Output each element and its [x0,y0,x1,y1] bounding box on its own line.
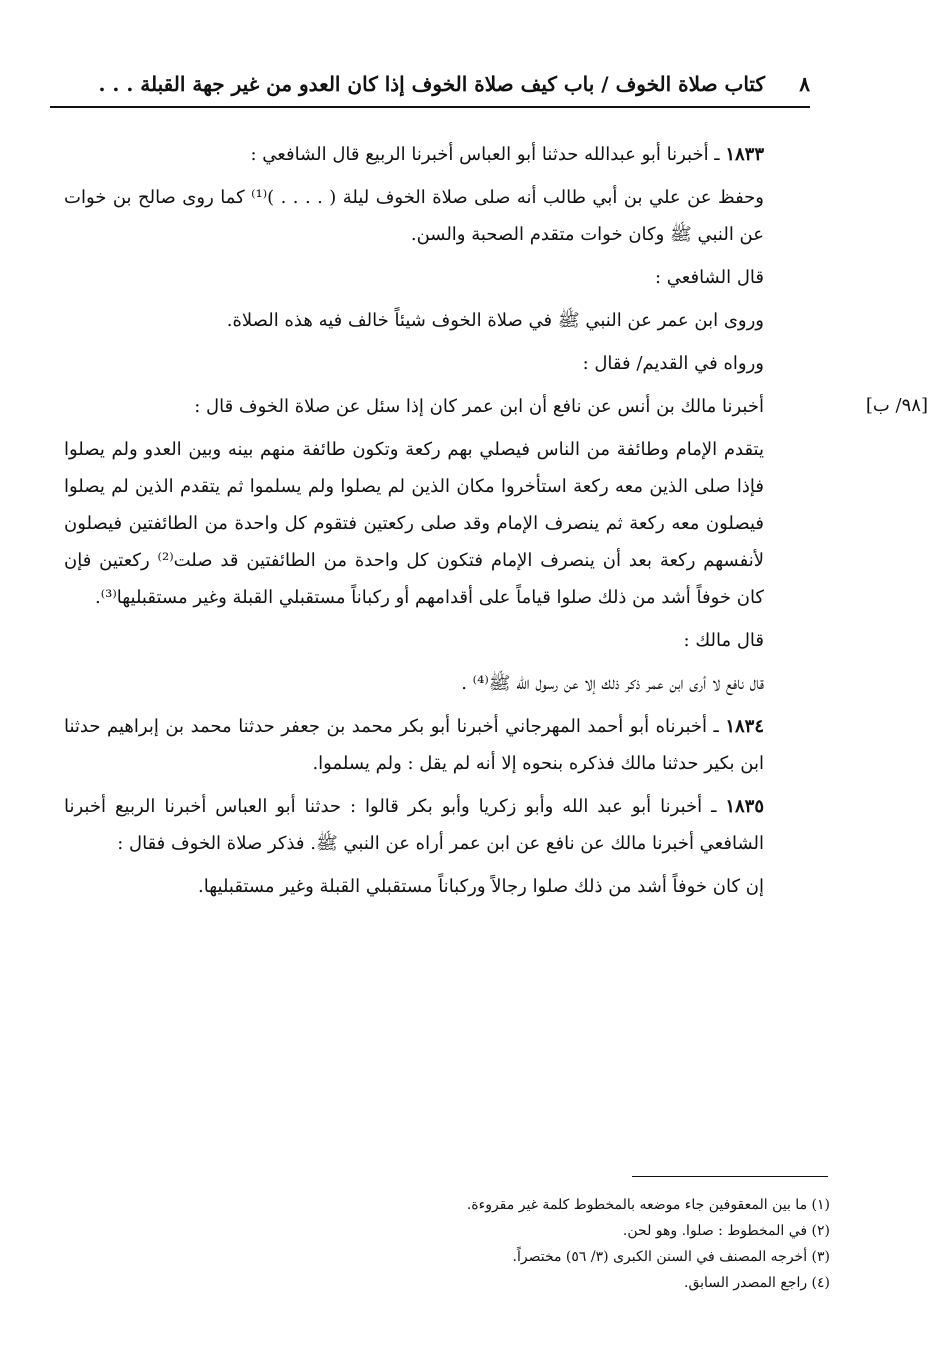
paragraph: قال مالك : [683,630,764,651]
page-number: ٨ [799,72,810,96]
paragraph: ورواه في القديم/ فقال : [582,353,764,374]
paragraph: قال الشافعي : [655,267,764,288]
footnote: (٢) في المخطوط : صلوا. وهو لحن. [622,1223,830,1239]
running-title: كتاب صلاة الخوف / باب كيف صلاة الخوف إذا كان العدو من غير جهة القبلة . . . [98,72,765,96]
paragraph: يتقدم الإمام وطائفة من الناس فيصلي بهم ركعة وتكون طائفة منهم بينه وبين العدو ولم يصلوا فإذا صلى الذين معه ركعة استأخروا مكان الذين لم يصلوا ولم يسلموا ثم يتقدم الذين لم يصلوا فيصلون معه ركعة ثم ينصرف الإمام وقد صلى ركعتين فتقوم كل واحدة من الطائفتين فيصلون لأنفسهم ركعة بعد أن ينصرف الإمام فتكون كل واحدة من الطائفتين قد صلت⁽²⁾ ركعتين فإن كان خوفاً أشد من ذلك صلوا قياماً على أقدامهم أو ركباناً مستقبلي القبلة وغير مستقبليها⁽³⁾. [64,439,765,608]
paragraph: ١٨٣٣ ـ أخبرنا أبو عبدالله حدثنا أبو العباس أخبرنا الربيع قال الشافعي : [250,144,764,165]
hadith-number: ١٨٣٤ [725,716,764,737]
page-header [50,64,810,104]
paragraph: إن كان خوفاً أشد من ذلك صلوا رجالاً وركباناً مستقبلي القبلة وغير مستقبليها. [198,876,764,897]
header-rule [50,106,810,108]
footnote: (١) ما بين المعقوفين جاء موضعه بالمخطوط كلمة غير مقروءة. [466,1197,830,1213]
main-text [64,136,764,911]
manuscript-folio-note: [٩٨/ ب] [865,395,928,416]
paragraph: ١٨٣٥ ـ أخبرنا أبو عبد الله وأبو زكريا وأبو بكر قالوا : حدثنا أبو العباس أخبرنا الربيع أخبرنا الشافعي أخبرنا مالك عن نافع عن ابن عمر أراه عن النبي ﷺ. فذكر صلاة الخوف فقال : [64,796,764,854]
hadith-number: ١٨٣٥ [725,796,764,817]
paragraph: قال نافع لا أرى ابن عمر ذكر ذلك إلا عن رسول الله ﷺ⁽⁴⁾ . [461,673,764,694]
footnotes [300,1192,830,1296]
paragraph: وروى ابن عمر عن النبي ﷺ في صلاة الخوف شيئاً خالف فيه هذه الصلاة. [226,310,764,331]
paragraph: وحفظ عن علي بن أبي طالب أنه صلى صلاة الخوف ليلة ( . . . . )⁽¹⁾ كما روى صالح بن خوات عن النبي ﷺ وكان خوات متقدم الصحبة والسن. [64,187,764,245]
paragraph: ١٨٣٤ ـ أخبرناه أبو أحمد المهرجاني أخبرنا أبو بكر محمد بن جعفر حدثنا محمد بن إبراهيم حدثنا ابن بكير حدثنا مالك فذكره بنحوه إلا أنه لم يقل : ولم يسلموا. [64,716,764,774]
paragraph: أخبرنا مالك بن أنس عن نافع أن ابن عمر كان إذا سئل عن صلاة الخوف قال : [194,396,764,417]
footnote: (٣) أخرجه المصنف في السنن الكبرى (٣/ ٥٦) مختصراً. [512,1249,830,1265]
footnote: (٤) راجع المصدر السابق. [684,1275,830,1291]
footnote-separator [632,1176,828,1177]
hadith-number: ١٨٣٣ [725,144,764,165]
